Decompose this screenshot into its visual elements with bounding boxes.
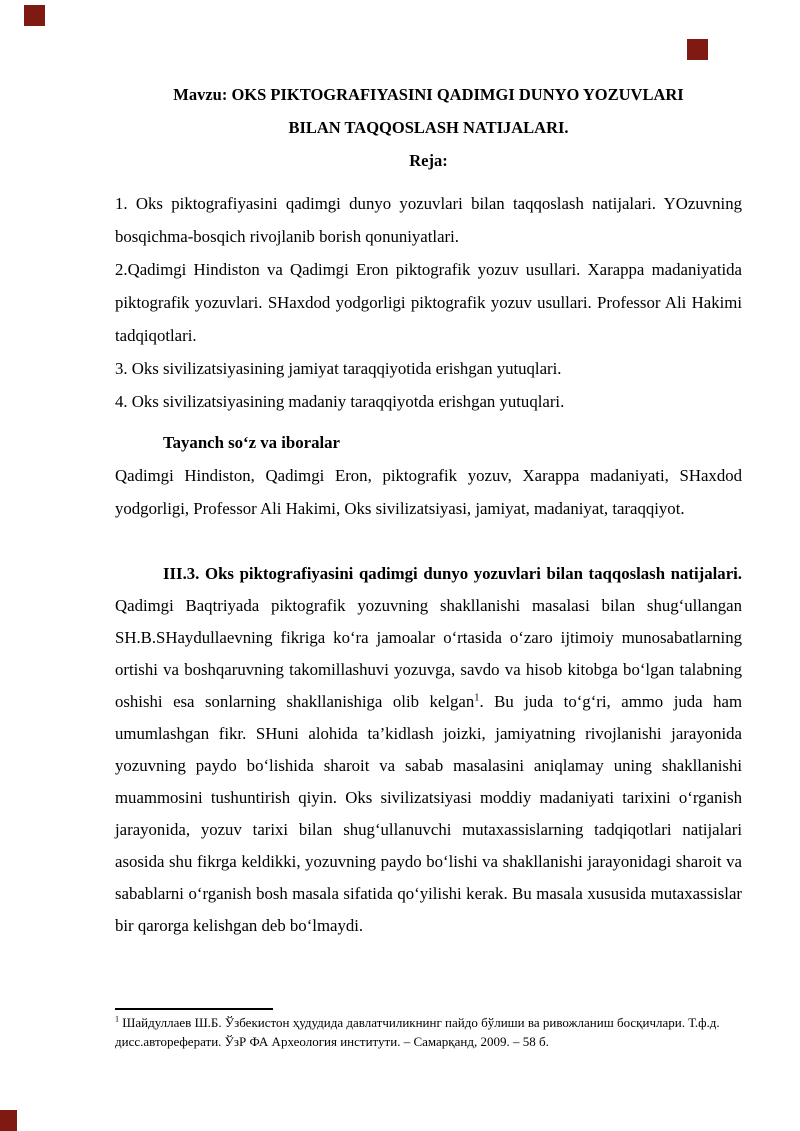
plan-item-3: 3. Oks sivilizatsiyasining jamiyat taraqqiyotida erishgan yutuqlari.: [115, 359, 562, 378]
main-text-part1: Qadimgi Baqtriyada piktografik yozuvning shakllanishi masalasi bilan shug‘ullangan SH.B.SHaydullaevning fikriga ko‘ra jamoalar o‘rtasida o‘zaro ijtimoiy munosabatlarning ortishi va boshqaruvning takomillashuvi yozuvga, savdo va hisob kitobga bo‘lgan talabning oshishi esa sonlarning shakllanishiga olib kelgan: [115, 596, 742, 711]
document-content: [115, 78, 742, 942]
footnote-reference: 1: [474, 692, 480, 704]
footnote-text: [115, 1014, 742, 1051]
section-number-title: III.3. Oks piktografiyasini qadimgi dunyo yozuvlari bilan taqqoslash natijalari.: [163, 564, 742, 583]
plan-item-4: 4. Oks sivilizatsiyasining madaniy taraqqiyotda erishgan yutuqlari.: [115, 392, 565, 411]
main-paragraph: [115, 558, 742, 942]
red-marker-top-right: [687, 39, 708, 60]
footnote-marker: 1: [115, 1014, 120, 1024]
main-text-part2: . Bu juda to‘g‘ri, ammo juda ham umumlashgan fikr. SHuni alohida ta’kidlash joizki, jamiyatning rivojlanishi jarayonida yozuvning paydo bo‘lishida sharoit va sabab masalasini aniqlamay uning shakllanishi muammosini tushuntirish qiyin. Oks sivilizatsiyasi moddiy madaniyati tarixini o‘rganish jarayonida, yozuv tarixi bilan shug‘ullanuvchi mutaxassislarning tadqiqotlari natijalari asosida shu fikrga keldikki, yozuvning paydo bo‘lishi va shakllanishi jarayonidagi sharoit va sabablarni o‘rganish bosh masala sifatida qo‘yilishi kerak. Bu masala xususida mutaxassislar bir qarorga kelishgan deb bo‘lmaydi.: [115, 692, 742, 935]
keywords-paragraph: Qadimgi Hindiston, Qadimgi Eron, piktografik yozuv, Xarappa madaniyati, SHaxdod yodgorligi, Professor Ali Hakimi, Oks sivilizatsiyasi, jamiyat, madaniyat, taraqqiyot.: [115, 466, 742, 518]
plan-list: [115, 187, 742, 418]
footnote-citation: Шайдуллаев Ш.Б. Ўзбекистон ҳудудида давлатчиликнинг пайдо бўлиши ва ривожланиш босқичлари. Т.ф.д. дисс.автореферати. ЎзР ФА Археология институти. – Самарқанд, 2009. – 58 б.: [115, 1015, 720, 1049]
red-marker-top-left: [24, 5, 45, 26]
plan-item-1: 1. Oks piktografiyasini qadimgi dunyo yozuvlari bilan taqqoslash natijalari. YOzuvning bosqichma-bosqich rivojlanib borish qonuniyatlari.: [115, 194, 742, 246]
footnote-separator: [115, 1008, 273, 1010]
footnote-area: [115, 1008, 742, 1051]
title-line-1: Mavzu: OKS PIKTOGRAFIYASINI QADIMGI DUNYO YOZUVLARI: [173, 85, 684, 104]
title-line-2: BILAN TAQQOSLASH NATIJALARI.: [288, 118, 569, 137]
document-title: [115, 78, 742, 177]
plan-heading: Reja:: [409, 151, 448, 170]
plan-item-2: 2.Qadimgi Hindiston va Qadimgi Eron piktografik yozuv usullari. Xarappa madaniyatida piktografik yozuvlari. SHaxdod yodgorligi piktografik yozuv usullari. Professor Ali Hakimi tadqiqotlari.: [115, 260, 742, 345]
keywords-heading: Tayanch so‘z va iboralar: [163, 433, 340, 452]
red-marker-bottom-left: [0, 1110, 17, 1131]
